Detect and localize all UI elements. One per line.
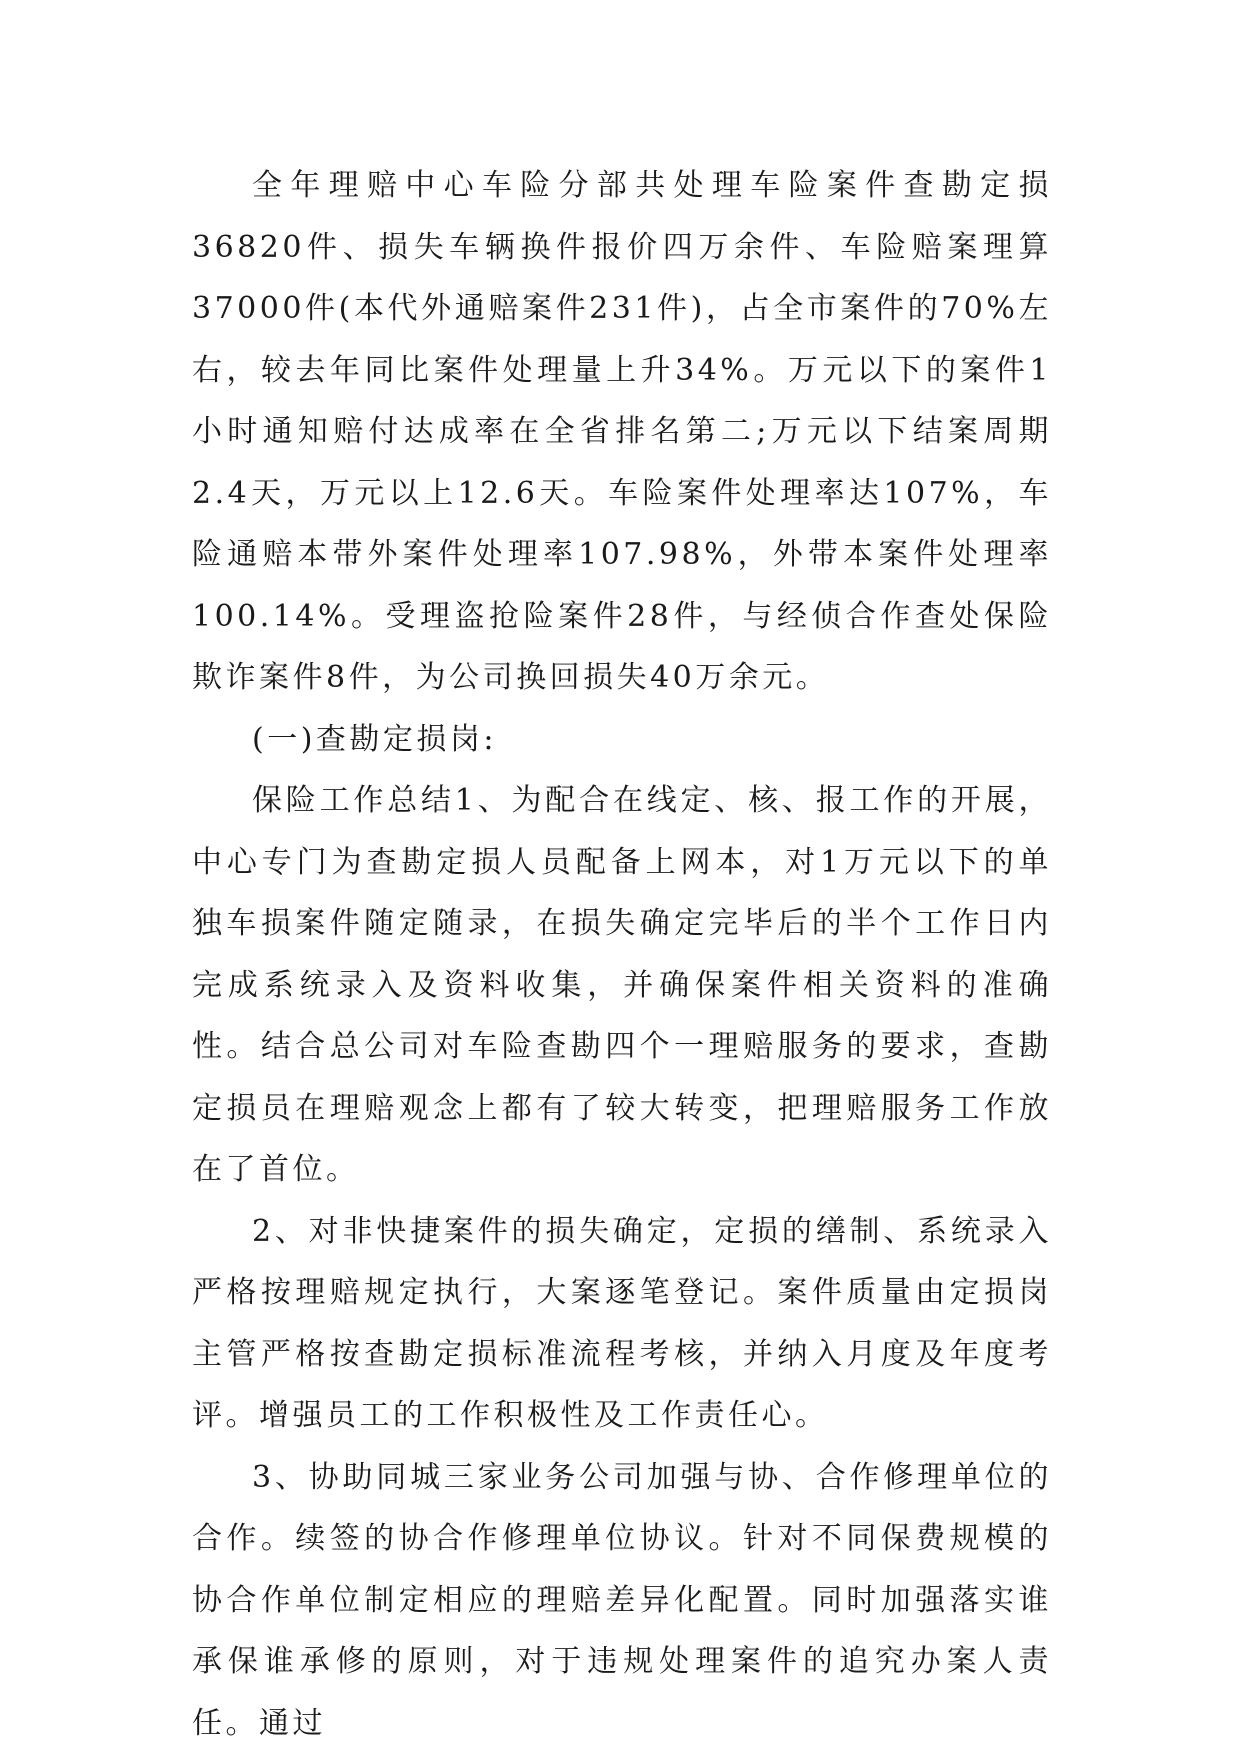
paragraph-claims-summary: 全年理赔中心车险分部共处理车险案件查勘定损36820件、损失车辆换件报价四万余件、车险赔案理算37000件(本代外通赔案件231件)，占全市案件的70%左右，较去年同比案件处理量上升34%。万元以下的案件1小时通知赔付达成率在全省排名第二;万元以下结案周期2.4天，万元以上12.6天。车险案件处理率达107%，车险通赔本带外案件处理率107.98%，外带本案件处理率100.14%。受理盗抢险案件28件，与经侦合作查处保险欺诈案件8件，为公司换回损失40万余元。 [192,168,1052,695]
document-body [192,155,1052,1754]
paragraph-item-2: 2、对非快捷案件的损失确定，定损的缮制、系统录入严格按理赔规定执行，大案逐笔登记。案件质量由定损岗主管严格按查勘定损标准流程考核，并纳入月度及年度考评。增强员工的工作积极性及工作责任心。 [192,1213,1052,1433]
paragraph-item-3: 3、协助同城三家业务公司加强与协、合作修理单位的合作。续签的协合作修理单位协议。针对不同保费规模的协合作单位制定相应的理赔差异化配置。同时加强落实谁承保谁承修的原则，对于违规处理案件的追究办案人责任。通过 [192,1459,1052,1741]
paragraph-section-heading: (一)查勘定损岗: [252,721,498,757]
paragraph-item-1: 保险工作总结1、为配合在线定、核、报工作的开展，中心专门为查勘定损人员配备上网本，对1万元以下的单独车损案件随定随录，在损失确定完毕后的半个工作日内完成系统录入及资料收集，并确保案件相关资料的准确性。结合总公司对车险查勘四个一理赔服务的要求，查勘定损员在理赔观念上都有了较大转变，把理赔服务工作放在了首位。 [192,783,1052,1187]
